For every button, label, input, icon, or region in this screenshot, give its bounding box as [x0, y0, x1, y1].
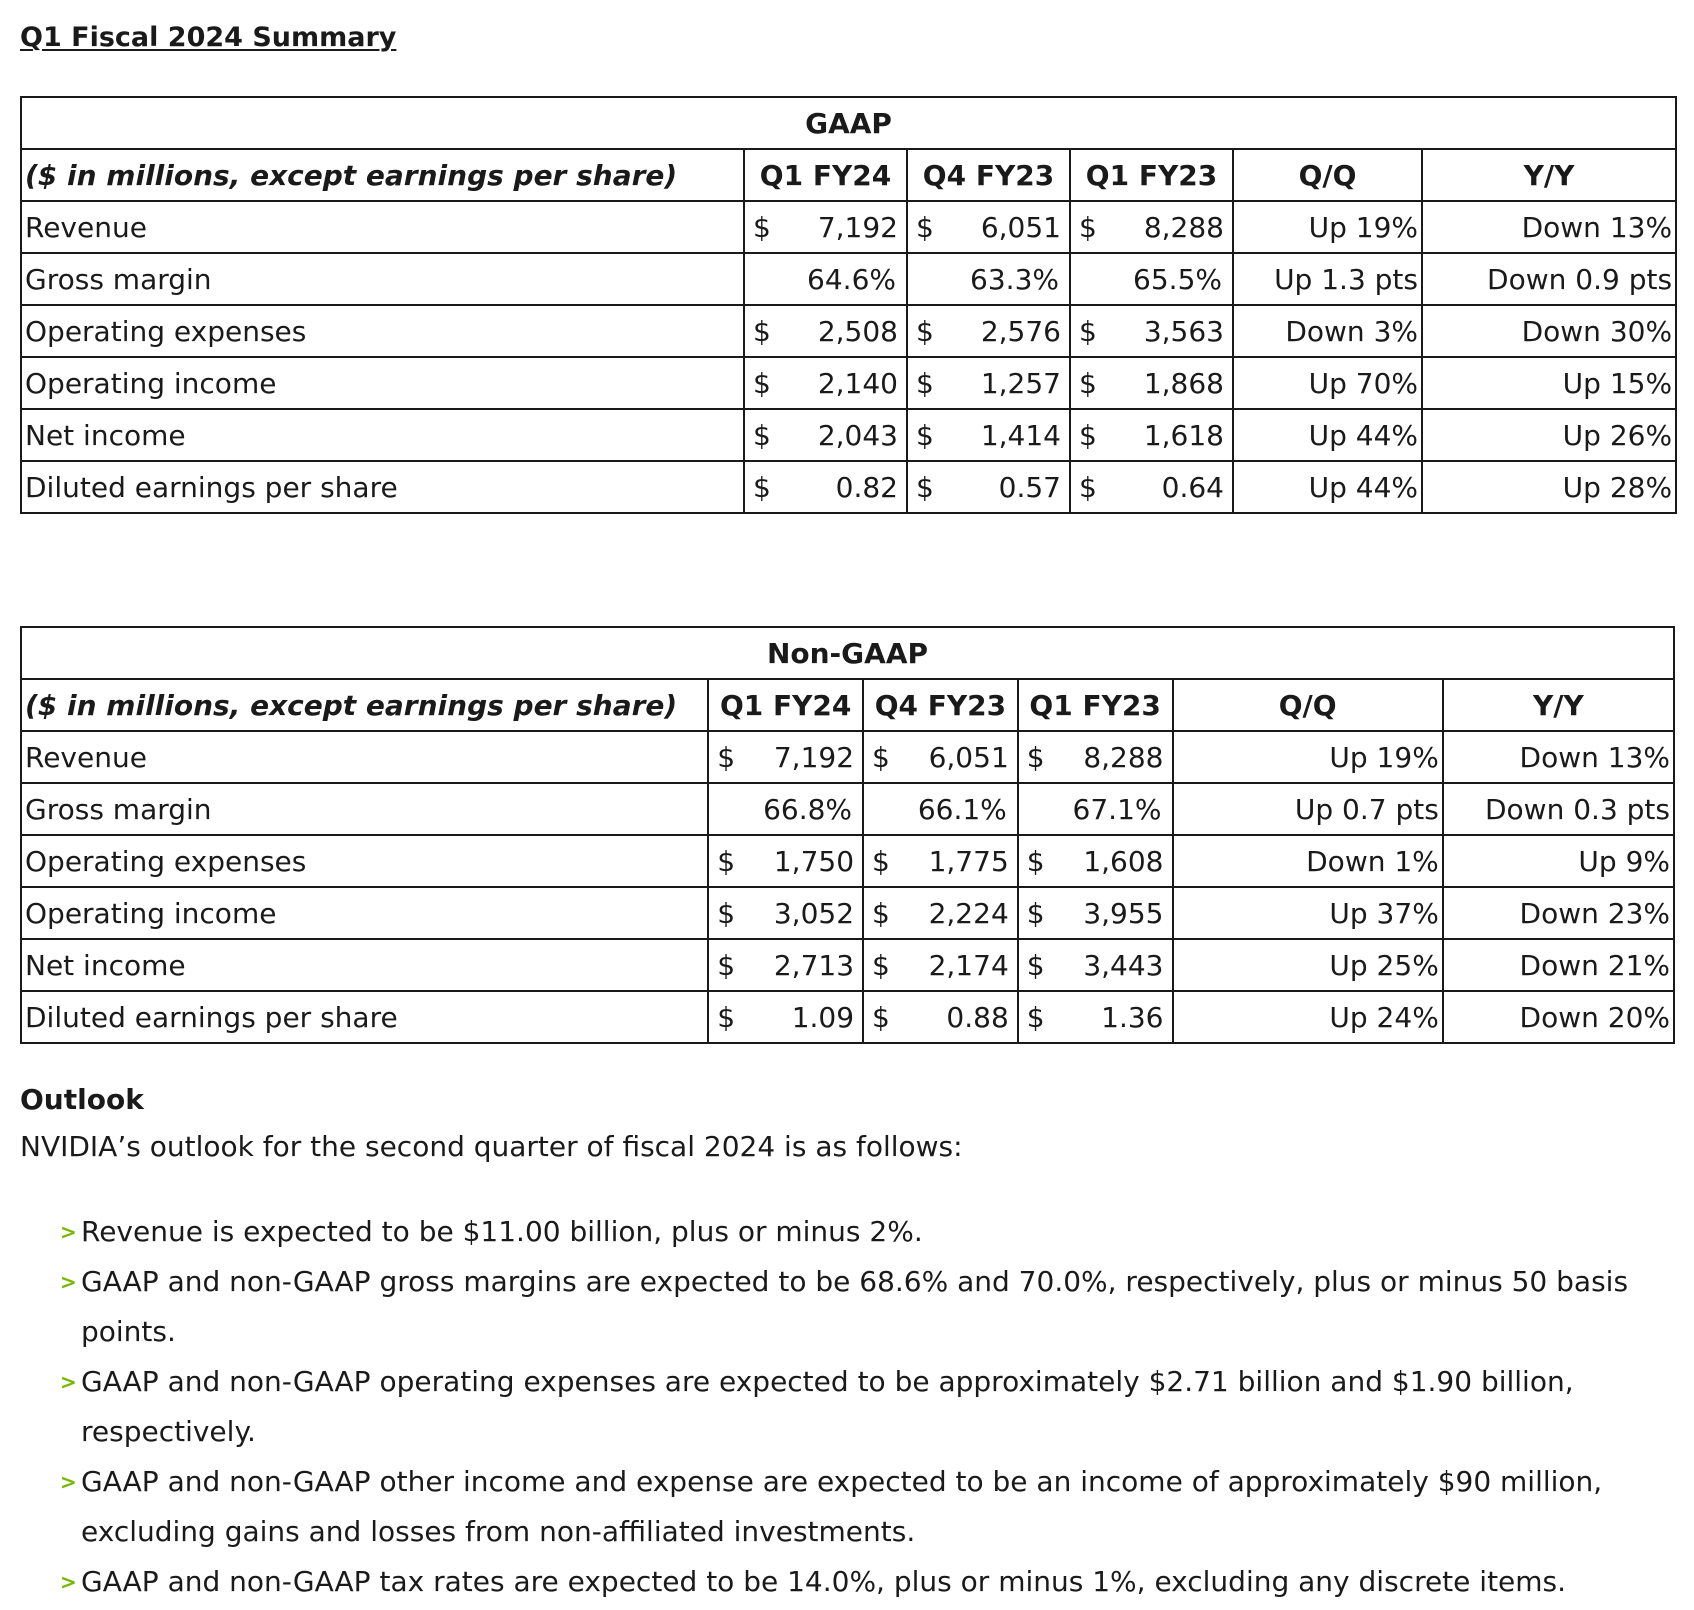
- outlook-title: Outlook: [20, 1083, 144, 1116]
- money-cell: [1070, 305, 1233, 357]
- currency-symbol: $: [1079, 210, 1097, 244]
- nongaap-section-label: Non-GAAP: [21, 627, 1674, 679]
- nongaap-col-yy: Y/Y: [1443, 679, 1674, 731]
- chevron-right-icon: >: [60, 1270, 77, 1294]
- row-label: Gross margin: [21, 783, 708, 835]
- table-row: [21, 409, 1676, 461]
- qq-change-cell: Up 19%: [1173, 731, 1443, 783]
- money-cell: [907, 305, 1070, 357]
- money-value: 2,174: [928, 948, 1009, 982]
- qq-change-cell: Down 1%: [1173, 835, 1443, 887]
- money-value: 7,192: [773, 740, 855, 774]
- row-label: Operating income: [21, 887, 708, 939]
- row-label: Gross margin: [21, 253, 744, 305]
- yy-change-cell: Down 30%: [1422, 305, 1676, 357]
- money-cell: [708, 731, 863, 783]
- nongaap-body: [21, 731, 1674, 1043]
- currency-symbol: $: [916, 366, 934, 400]
- table-row: [21, 461, 1676, 513]
- currency-symbol: $: [717, 896, 736, 930]
- yy-change-cell: Up 26%: [1422, 409, 1676, 461]
- row-label: Diluted earnings per share: [21, 991, 708, 1043]
- money-cell: [1070, 409, 1233, 461]
- nongaap-col-qq: Q/Q: [1173, 679, 1443, 731]
- gaap-col-q4fy23: Q4 FY23: [907, 149, 1070, 201]
- yy-change-cell: Down 20%: [1443, 991, 1674, 1043]
- money-value: 1,868: [1143, 366, 1224, 400]
- money-cell: [1018, 991, 1173, 1043]
- gaap-table: [20, 96, 1677, 514]
- gaap-header-row: [21, 149, 1676, 201]
- money-value: 2,224: [928, 896, 1009, 930]
- qq-change-cell: Up 19%: [1233, 201, 1422, 253]
- money-value: 2,576: [980, 314, 1061, 348]
- money-value: 7,192: [817, 210, 898, 244]
- money-cell: [863, 887, 1018, 939]
- currency-symbol: $: [717, 1000, 736, 1034]
- money-value: 0.88: [946, 1000, 1009, 1034]
- gaap-section-label: GAAP: [21, 97, 1676, 149]
- money-cell: [907, 461, 1070, 513]
- money-cell: [1070, 461, 1233, 513]
- money-cell: [708, 991, 863, 1043]
- nongaap-col-q1fy24: Q1 FY24: [708, 679, 863, 731]
- table-row: [21, 991, 1674, 1043]
- money-value: 1.36: [1101, 1000, 1164, 1034]
- currency-symbol: $: [753, 210, 771, 244]
- gaap-section-row: [21, 97, 1676, 149]
- currency-symbol: $: [872, 948, 890, 982]
- yy-change-cell: Down 0.3 pts: [1443, 783, 1674, 835]
- nongaap-col-q4fy23: Q4 FY23: [863, 679, 1018, 731]
- currency-symbol: $: [872, 896, 890, 930]
- table-row: [21, 835, 1674, 887]
- row-label: Operating income: [21, 357, 744, 409]
- money-cell: [863, 731, 1018, 783]
- qq-change-cell: Up 44%: [1233, 461, 1422, 513]
- money-cell: [1070, 357, 1233, 409]
- money-cell: [1018, 731, 1173, 783]
- currency-symbol: $: [717, 948, 736, 982]
- money-cell: [708, 887, 863, 939]
- money-cell: [708, 939, 863, 991]
- money-value: 3,563: [1143, 314, 1224, 348]
- money-cell: [744, 201, 907, 253]
- currency-symbol: $: [872, 740, 890, 774]
- money-cell: [1018, 835, 1173, 887]
- outlook-intro: NVIDIA’s outlook for the second quarter of fiscal 2024 is as follows:: [20, 1130, 963, 1163]
- money-value: 0.82: [835, 470, 898, 504]
- money-cell: [907, 201, 1070, 253]
- money-value: 3,955: [1083, 896, 1164, 930]
- qq-change-cell: Up 25%: [1173, 939, 1443, 991]
- currency-symbol: $: [1079, 314, 1097, 348]
- gaap-col-qq: Q/Q: [1233, 149, 1422, 201]
- row-label: Revenue: [21, 201, 744, 253]
- money-cell: [1070, 201, 1233, 253]
- money-value: 2,140: [817, 366, 898, 400]
- money-cell: [744, 461, 907, 513]
- outlook-item: > GAAP and non-GAAP gross margins are expected to be 68.6% and 70.0%, respectively, plus or minus 50 basis points.: [60, 1257, 1650, 1357]
- money-value: 1.09: [791, 1000, 855, 1034]
- percent-cell: 65.5%: [1070, 253, 1233, 305]
- qq-change-cell: Up 1.3 pts: [1233, 253, 1422, 305]
- outlook-item: > GAAP and non-GAAP other income and expense are expected to be an income of approximately $90 million, excluding gains and losses from non-affiliated investments.: [60, 1457, 1650, 1557]
- outlook-list: [60, 1207, 1650, 1607]
- table-row: [21, 887, 1674, 939]
- percent-cell: 64.6%: [744, 253, 907, 305]
- currency-symbol: $: [1079, 470, 1097, 504]
- row-label: Diluted earnings per share: [21, 461, 744, 513]
- qq-change-cell: Up 44%: [1233, 409, 1422, 461]
- money-value: 0.57: [998, 470, 1061, 504]
- chevron-right-icon: >: [60, 1370, 77, 1394]
- money-value: 1,414: [980, 418, 1061, 452]
- money-cell: [1018, 939, 1173, 991]
- money-cell: [744, 357, 907, 409]
- currency-symbol: $: [717, 844, 736, 878]
- chevron-right-icon: >: [60, 1470, 77, 1494]
- percent-cell: 66.8%: [708, 783, 863, 835]
- money-value: 1,775: [928, 844, 1009, 878]
- currency-symbol: $: [872, 1000, 890, 1034]
- money-cell: [744, 409, 907, 461]
- table-row: [21, 201, 1676, 253]
- yy-change-cell: Down 0.9 pts: [1422, 253, 1676, 305]
- money-value: 6,051: [980, 210, 1061, 244]
- money-value: 1,608: [1083, 844, 1164, 878]
- row-label: Net income: [21, 939, 708, 991]
- money-value: 8,288: [1083, 740, 1164, 774]
- yy-change-cell: Down 21%: [1443, 939, 1674, 991]
- money-cell: [863, 835, 1018, 887]
- row-label: Revenue: [21, 731, 708, 783]
- currency-symbol: $: [753, 366, 771, 400]
- yy-change-cell: Down 13%: [1422, 201, 1676, 253]
- currency-symbol: $: [717, 740, 736, 774]
- currency-symbol: $: [1026, 1000, 1045, 1034]
- nongaap-unit-label: ($ in millions, except earnings per share): [21, 679, 708, 731]
- currency-symbol: $: [753, 418, 771, 452]
- money-cell: [744, 305, 907, 357]
- qq-change-cell: Up 24%: [1173, 991, 1443, 1043]
- currency-symbol: $: [872, 844, 890, 878]
- yy-change-cell: Up 9%: [1443, 835, 1674, 887]
- row-label: Operating expenses: [21, 835, 708, 887]
- table-row: [21, 731, 1674, 783]
- row-label: Operating expenses: [21, 305, 744, 357]
- currency-symbol: $: [916, 210, 934, 244]
- money-cell: [708, 835, 863, 887]
- nongaap-header-row: [21, 679, 1674, 731]
- table-row: [21, 939, 1674, 991]
- money-cell: [907, 409, 1070, 461]
- qq-change-cell: Up 70%: [1233, 357, 1422, 409]
- money-cell: [1018, 887, 1173, 939]
- gaap-col-yy: Y/Y: [1422, 149, 1676, 201]
- yy-change-cell: Up 28%: [1422, 461, 1676, 513]
- gaap-body: [21, 201, 1676, 513]
- currency-symbol: $: [1026, 740, 1045, 774]
- gaap-unit-label: ($ in millions, except earnings per share): [21, 149, 744, 201]
- currency-symbol: $: [916, 470, 934, 504]
- table-row: [21, 305, 1676, 357]
- money-value: 2,713: [773, 948, 855, 982]
- currency-symbol: $: [1026, 896, 1045, 930]
- currency-symbol: $: [1026, 948, 1045, 982]
- percent-cell: 63.3%: [907, 253, 1070, 305]
- currency-symbol: $: [916, 314, 934, 348]
- money-cell: [863, 991, 1018, 1043]
- outlook-item: > GAAP and non-GAAP operating expenses are expected to be approximately $2.71 billion and $1.90 billion, respectively.: [60, 1357, 1650, 1457]
- row-label: Net income: [21, 409, 744, 461]
- money-value: 3,052: [773, 896, 855, 930]
- qq-change-cell: Up 0.7 pts: [1173, 783, 1443, 835]
- money-value: 0.64: [1161, 470, 1224, 504]
- qq-change-cell: Down 3%: [1233, 305, 1422, 357]
- currency-symbol: $: [1079, 366, 1097, 400]
- money-value: 6,051: [928, 740, 1009, 774]
- percent-cell: 67.1%: [1018, 783, 1173, 835]
- nongaap-section-row: [21, 627, 1674, 679]
- currency-symbol: $: [753, 314, 771, 348]
- outlook-item: > GAAP and non-GAAP tax rates are expected to be 14.0%, plus or minus 1%, excluding any discrete items.: [60, 1557, 1650, 1607]
- table-row: [21, 783, 1674, 835]
- table-row: [21, 357, 1676, 409]
- currency-symbol: $: [1026, 844, 1045, 878]
- gaap-col-q1fy24: Q1 FY24: [744, 149, 907, 201]
- chevron-right-icon: >: [60, 1220, 77, 1244]
- money-value: 8,288: [1143, 210, 1224, 244]
- qq-change-cell: Up 37%: [1173, 887, 1443, 939]
- summary-title: Q1 Fiscal 2024 Summary: [20, 22, 397, 53]
- outlook-item: > Revenue is expected to be $11.00 billion, plus or minus 2%.: [60, 1207, 1650, 1257]
- table-row: [21, 253, 1676, 305]
- currency-symbol: $: [1079, 418, 1097, 452]
- money-value: 2,043: [817, 418, 898, 452]
- money-cell: [863, 939, 1018, 991]
- money-cell: [907, 357, 1070, 409]
- percent-cell: 66.1%: [863, 783, 1018, 835]
- yy-change-cell: Up 15%: [1422, 357, 1676, 409]
- money-value: 3,443: [1083, 948, 1164, 982]
- chevron-right-icon: >: [60, 1570, 77, 1594]
- gaap-col-q1fy23: Q1 FY23: [1070, 149, 1233, 201]
- currency-symbol: $: [753, 470, 771, 504]
- currency-symbol: $: [916, 418, 934, 452]
- nongaap-table: [20, 626, 1675, 1044]
- money-value: 1,750: [773, 844, 855, 878]
- nongaap-col-q1fy23: Q1 FY23: [1018, 679, 1173, 731]
- money-value: 1,618: [1143, 418, 1224, 452]
- yy-change-cell: Down 13%: [1443, 731, 1674, 783]
- yy-change-cell: Down 23%: [1443, 887, 1674, 939]
- money-value: 1,257: [980, 366, 1061, 400]
- money-value: 2,508: [817, 314, 898, 348]
